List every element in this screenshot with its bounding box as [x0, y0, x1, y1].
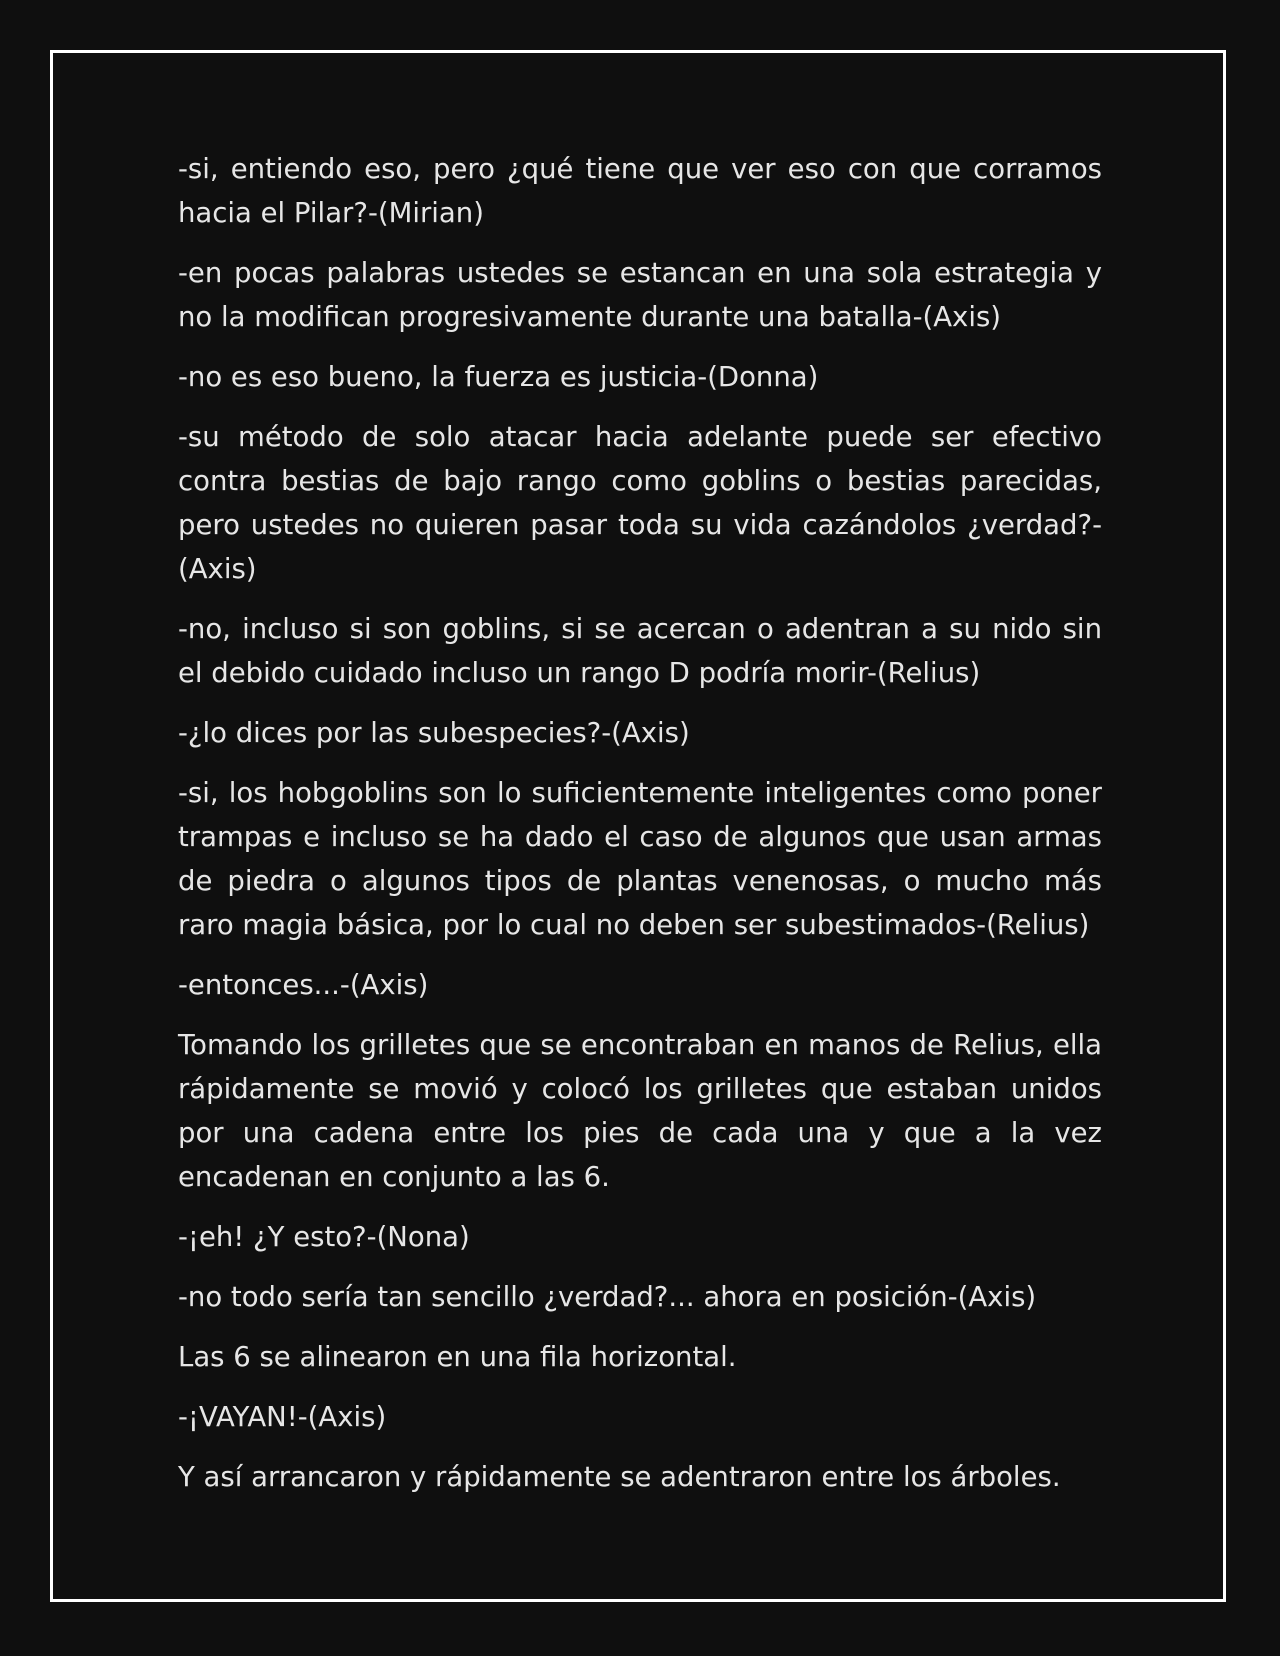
paragraph: -si, entiendo eso, pero ¿qué tiene que ver eso con que corramos hacia el Pilar?-(Mirian)	[178, 153, 1102, 229]
paragraph: Tomando los grilletes que se encontraban en manos de Relius, ella rápidamente se movió y colocó los grilletes que estaban unidos por una cadena entre los pies de cada una y que a la vez encadenan en conjunto a las 6.	[178, 1029, 1102, 1193]
paragraph: -si, los hobgoblins son lo suficientemente inteligentes como poner trampas e incluso se ha dado el caso de algunos que usan armas de piedra o algunos tipos de plantas venenosas, o mucho más raro magia básica, por lo cual no deben ser subestimados-(Relius)	[178, 777, 1102, 941]
paragraph: -¡VAYAN!-(Axis)	[178, 1401, 387, 1433]
paragraph: -no, incluso si son goblins, si se acercan o adentran a su nido sin el debido cuidado incluso un rango D podría morir-(Relius)	[178, 613, 1102, 689]
paragraph: -su método de solo atacar hacia adelante puede ser efectivo contra bestias de bajo rango como goblins o bestias parecidas, pero ustedes no quieren pasar toda su vida cazándolos ¿verdad?-(Axis)	[178, 421, 1102, 585]
paragraph: -no es eso bueno, la fuerza es justicia-(Donna)	[178, 361, 819, 393]
paragraph: Las 6 se alinearon en una fila horizontal.	[178, 1341, 737, 1373]
paragraph: -¿lo dices por las subespecies?-(Axis)	[178, 717, 690, 749]
paragraph: Y así arrancaron y rápidamente se adentraron entre los árboles.	[178, 1461, 1061, 1493]
paragraph: -no todo sería tan sencillo ¿verdad?... ahora en posición-(Axis)	[178, 1281, 1037, 1313]
story-text	[178, 147, 1102, 1515]
paragraph: -entonces...-(Axis)	[178, 969, 429, 1001]
paragraph: -¡eh! ¿Y esto?-(Nona)	[178, 1221, 470, 1253]
paragraph: -en pocas palabras ustedes se estancan en una sola estrategia y no la modifican progresivamente durante una batalla-(Axis)	[178, 257, 1102, 333]
